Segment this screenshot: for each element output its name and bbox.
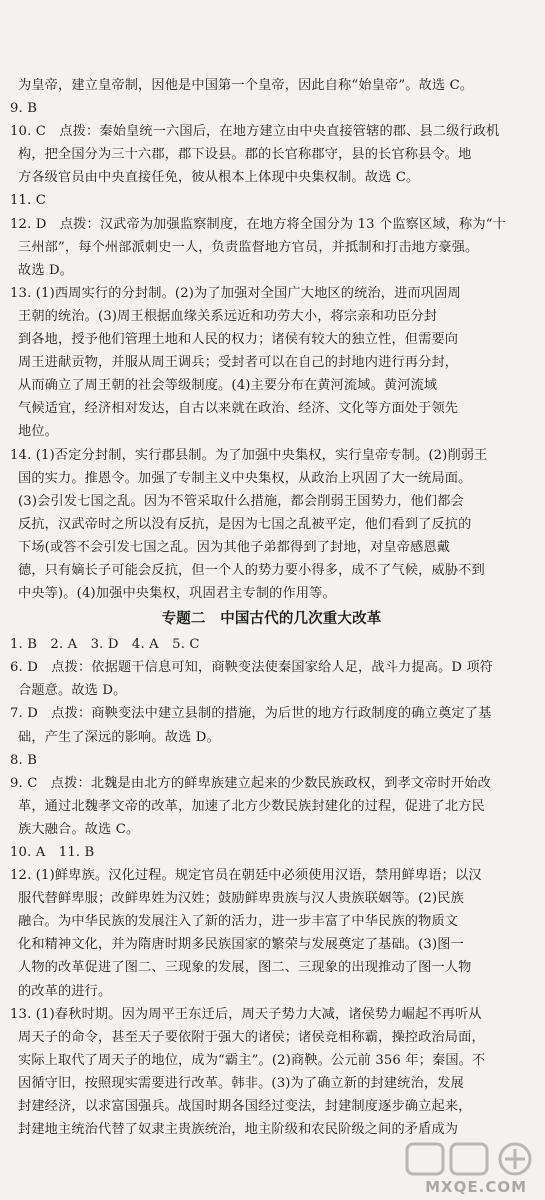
watermark-logo-icon <box>405 1140 539 1178</box>
text-line: 合题意。故选 D。 <box>18 683 127 699</box>
text-line: 9. C 点拨：北魏是由北方的鲜卑族建立起来的少数民族政权，到孝文帝时开始改 <box>10 775 491 791</box>
section-heading: 专题二 中国古代的几次重大改革 <box>161 611 382 628</box>
text-line: 德，只有嫡长子可能会反抗，但一个人的势力要小得多，成不了气候，威胁不到 <box>18 562 485 578</box>
text-line: 础，产生了深远的影响。故选 D。 <box>18 729 220 745</box>
text-line: 9. B <box>10 101 38 117</box>
text-line: 下场(或答不会引发七国之乱。因为其他子弟都得到了封地，对皇帝感恩戴 <box>18 539 451 555</box>
text-line: 12. D 点拨：汉武帝为加强监察制度，在地方将全国分为 13 个监察区域，称为“十 <box>10 216 506 232</box>
text-line: 气候适宜，经济相对发达，自古以来就在政治、经济、文化等方面处于领先 <box>18 401 459 417</box>
text-line: 王朝的统治。(3)周王根据血缘关系远近和功劳大小，将宗亲和功臣分封 <box>18 308 438 324</box>
text-line: 三州部”，每个州部派刺史一人，负责监督地方官员，并抵制和打击地方豪强。 <box>18 239 479 255</box>
text-line: 族大融合。故选 C。 <box>18 821 140 837</box>
text-line: 1. B 2. A 3. D 4. A 5. C <box>10 637 200 653</box>
text-line: 方各级官员由中央直接任免，彼从根本上体现中央集权制。故选 C。 <box>18 170 420 186</box>
text-line: 因循守旧，按照现实需要进行改革。韩非。(3)为了确立新的封建统治，发展 <box>18 1075 464 1091</box>
text-line: 融合。为中华民族的发展注入了新的活力，进一步丰富了中华民族的物质文 <box>18 914 459 930</box>
text-line: 从而确立了周王朝的社会等级制度。(4)主要分布在黄河流域。黄河流域 <box>18 378 438 394</box>
text-line: 14. (1)否定分封制，实行郡县制。为了加强中央集权，实行皇帝专制。(2)削弱王 <box>10 447 488 463</box>
watermark-text: MXQE.COM <box>425 1178 527 1196</box>
text-line: 10. A 11. B <box>10 845 95 860</box>
text-line: 构，把全国分为三十六郡，郡下设县。郡的长官称郡守，县的长官称县令。地 <box>18 147 472 163</box>
text-line: 国的实力。推恩令。加强了专制主义中央集权，从政治上巩固了大一统局面。 <box>18 470 472 486</box>
text-line: 周天子的命令，甚至天子要依附于强大的诸侯；诸侯竞相称霸，操控政治局面， <box>18 1029 485 1045</box>
text-line: 12. (1)鲜卑族。汉化过程。规定官员在朝廷中必须使用汉语，禁用鲜卑语；以汉 <box>10 868 482 884</box>
text-line: 地位。 <box>18 424 59 440</box>
text-line: 化和精神文化，并为隋唐时期多民族国家的繁荣与发展奠定了基础。(3)图一 <box>18 937 464 953</box>
text-line: 7. D 点拨：商鞅变法中建立县制的措施，为后世的地方行政制度的确立奠定了基 <box>10 706 492 722</box>
text-line: 实际上取代了周天子的地位，成为“霸主”。(2)商鞅。公元前 356 年；秦国。不 <box>18 1052 486 1068</box>
answer-text-body <box>10 74 533 1141</box>
text-line: 11. C <box>10 193 47 209</box>
text-line: 13. (1)春秋时期。因为周平王东迁后，周天子势力大减，诸侯势力崛起不再听从 <box>10 1006 482 1022</box>
text-line: 10. C 点拨：秦始皇统一六国后，在地方建立由中央直接管辖的郡、县二级行政机 <box>10 124 500 140</box>
text-line: (3)会引发七国之乱。因为不管采取什么措施，都会削弱王国势力，他们都会 <box>18 493 464 509</box>
text-line: 封建经济，以求富国强兵。战国时期各国经过变法，封建制度逐步确立起来， <box>18 1099 472 1115</box>
text-line: 6. D 点拨：依据题干信息可知，商鞅变法使秦国家给人足，战斗力提高。D 项符 <box>10 660 494 676</box>
text-line: 周王进献贡物，并服从周王调兵；受封者可以在自己的封地内进行再分封， <box>18 355 459 371</box>
watermark <box>405 1140 539 1196</box>
text-line: 革，通过北魏孝文帝的改革，加速了北方少数民族封建化的过程，促进了北方民 <box>18 798 485 814</box>
text-line: 反抗，汉武帝时之所以没有反抗，是因为七国之乱被平定，他们看到了反抗的 <box>18 516 472 532</box>
text-line: 的改革的进行。 <box>18 983 112 999</box>
text-line: 服代替鲜卑服；改鲜卑姓为汉姓；鼓励鲜卑贵族与汉人贵族联姻等。(2)民族 <box>18 891 464 907</box>
text-line: 为皇帝，建立皇帝制，因他是中国第一个皇帝，因此自称“始皇帝”。故选 C。 <box>18 78 474 93</box>
text-line: 13. (1)西周实行的分封制。(2)为了加强对全国广大地区的统治，进而巩固周 <box>10 285 461 301</box>
text-line: 封建地主统治代替了奴隶主贵族统治，地主阶级和农民阶级之间的矛盾成为 <box>18 1122 459 1138</box>
text-line: 到各地，授予他们管理土地和人民的权力；诸侯有较大的独立性，但需要向 <box>18 332 459 348</box>
text-line: 人物的改革促进了图二、三现象的发展，图二、三现象的出现推动了图一人物 <box>18 960 472 976</box>
text-line: 故选 D。 <box>18 262 74 278</box>
text-line: 8. B <box>10 752 38 768</box>
text-line: 中央等)。(4)加强中央集权，巩固君主专制的作用等。 <box>18 586 336 602</box>
